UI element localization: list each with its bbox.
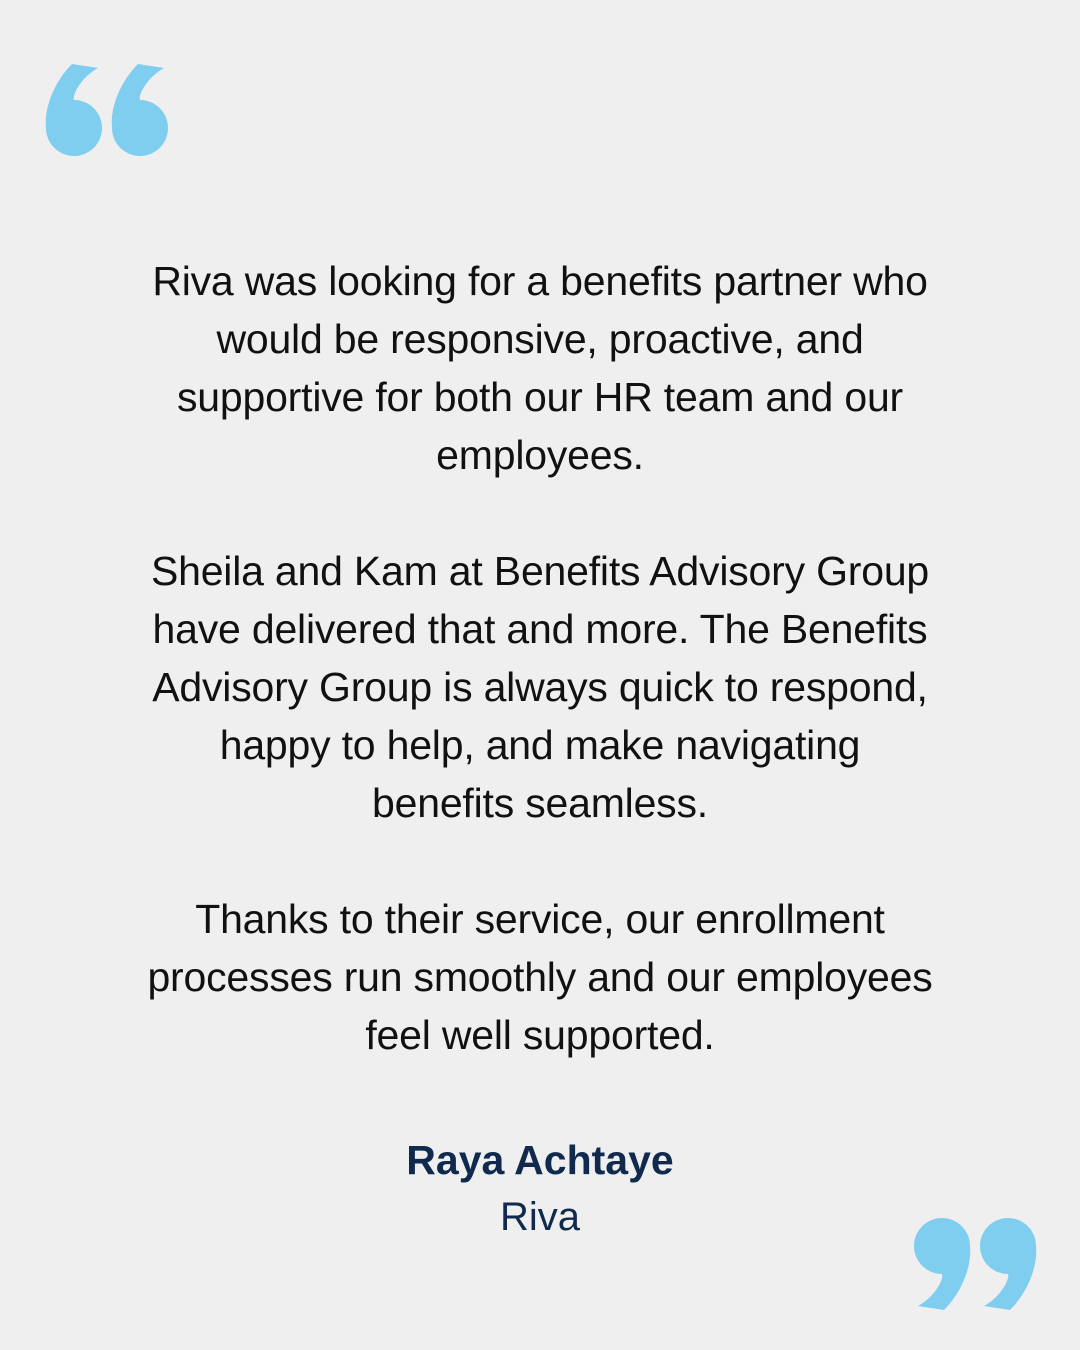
quote-line: would be responsive, proactive, and: [216, 316, 864, 362]
author-name: Raya Achtaye: [406, 1137, 674, 1183]
testimonial-paragraph: [110, 542, 970, 832]
quote-line: Advisory Group is always quick to respond,: [152, 664, 928, 710]
quote-line: have delivered that and more. The Benefits: [152, 606, 928, 652]
quote-line: Thanks to their service, our enrollment: [195, 896, 885, 942]
close-quote-icon: [906, 1214, 1038, 1314]
quote-line: happy to help, and make navigating: [219, 722, 861, 768]
testimonial-paragraph: [110, 252, 970, 484]
quote-line: benefits seamless.: [372, 780, 708, 826]
quote-line: Sheila and Kam at Benefits Advisory Group: [150, 548, 930, 594]
quote-line: supportive for both our HR team and our: [176, 374, 904, 420]
quote-line: Riva was looking for a benefits partner who: [152, 258, 928, 304]
testimonial-paragraph: [110, 890, 970, 1064]
quote-line: employees.: [436, 432, 644, 478]
quote-line: processes run smoothly and our employees: [147, 954, 933, 1000]
author-company: Riva: [499, 1195, 581, 1239]
testimonial-quote: [110, 252, 970, 1064]
open-quote-icon: [44, 60, 174, 160]
quote-line: feel well supported.: [365, 1012, 715, 1058]
